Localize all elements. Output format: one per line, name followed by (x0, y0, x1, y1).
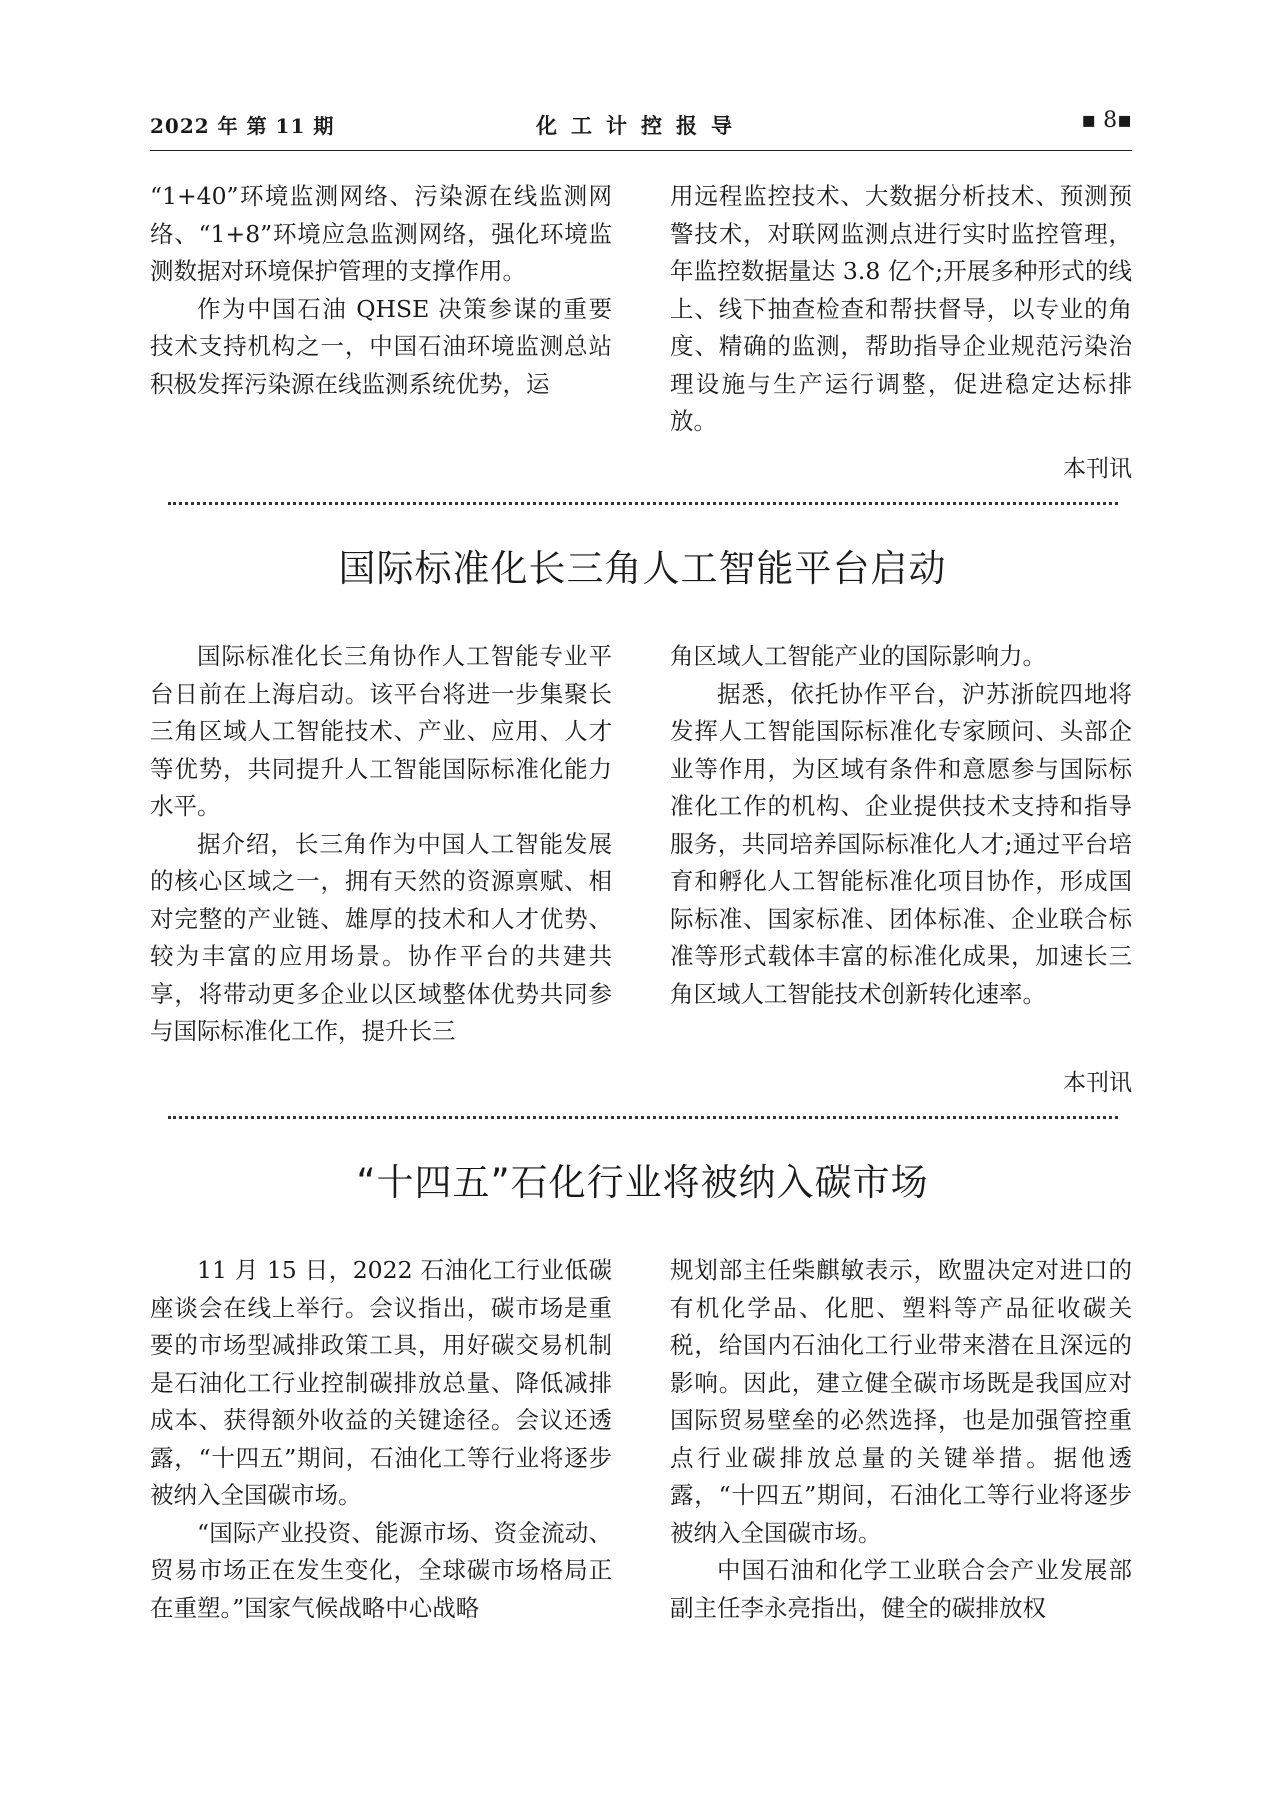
article1-credit: 本刊讯 (1063, 456, 1132, 482)
article3-title: “十四五”石化行业将被纳入碳市场 (356, 1161, 929, 1204)
dotted-divider (168, 1116, 1118, 1119)
article2-right-column (670, 638, 1132, 1013)
paragraph: “1+40”环境监测网络、污染源在线监测网络、“1+8”环境应急监测网络，强化环境监测数据对环境保护管理的支撑作用。 (150, 182, 612, 285)
paragraph: 据介绍，长三角作为中国人工智能发展的核心区域之一，拥有天然的资源禀赋、相对完整的产业链、雄厚的技术和人才优势、较为丰富的应用场景。协作平台的共建共享，将带动更多企业以区域整体优势共同参与国际标准化工作，提升长三 (150, 829, 612, 1045)
dotted-divider (168, 502, 1118, 505)
paragraph: “国际产业投资、能源市场、资金流动、贸易市场正在发生变化，全球碳市场格局正在重塑。”国家气候战略中心战略 (150, 1518, 612, 1622)
paragraph: 规划部主任柴麒敏表示，欧盟决定对进口的有机化学品、化肥、塑料等产品征收碳关税，给国内石油化工行业带来潜在且深远的影响。因此，建立健全碳市场既是我国应对国际贸易壁垒的必然选择，也是加强管控重点行业碳排放总量的关键举措。据他透露，“十四五”期间，石油化工等行业将逐步被纳入全国碳市场。 (670, 1256, 1132, 1547)
page-number: ▪ 8▪ (1081, 108, 1132, 133)
paragraph: 国际标准化长三角协作人工智能专业平台日前在上海启动。该平台将进一步集聚长三角区域人工智能技术、产业、应用、人才等优势，共同提升人工智能国际标准化能力水平。 (150, 642, 612, 820)
article3-right-column (670, 1252, 1132, 1627)
article1-right-column (670, 178, 1132, 441)
paragraph: 11 月 15 日，2022 石油化工行业低碳座谈会在线上举行。会议指出，碳市场是重要的市场型减排政策工具，用好碳交易机制是石油化工行业控制碳排放总量、降低减排成本、获得额外收益的关键途径。会议还透露，“十四五”期间，石油化工等行业将逐步被纳入全国碳市场。 (150, 1256, 612, 1509)
article2-title: 国际标准化长三角人工智能平台启动 (338, 547, 947, 590)
article1-left-column (150, 178, 612, 403)
article3-left-column (150, 1252, 612, 1627)
paragraph: 据悉，依托协作平台，沪苏浙皖四地将发挥人工智能国际标准化专家顾问、头部企业等作用，为区域有条件和意愿参与国际标准化工作的机构、企业提供技术支持和指导服务，共同培养国际标准化人才;通过平台培育和孵化人工智能标准化项目协作，形成国际标准、国家标准、团体标准、企业联合标准等形式载体丰富的标准化成果，加速长三角区域人工智能技术创新转化速率。 (670, 679, 1132, 1008)
paragraph: 角区域人工智能产业的国际影响力。 (670, 642, 1046, 670)
paragraph: 中国石油和化学工业联合会产业发展部副主任李永亮指出，健全的碳排放权 (670, 1556, 1132, 1622)
paragraph: 用远程监控技术、大数据分析技术、预测预警技术，对联网监测点进行实时监控管理，年监控数据量达 3.8 亿个;开展多种形式的线上、线下抽查检查和帮扶督导，以专业的角度、精确的监测，帮助指导企业规范污染治理设施与生产运行调整，促进稳定达标排放。 (670, 182, 1132, 435)
paragraph: 作为中国石油 QHSE 决策参谋的重要技术支持机构之一，中国石油环境监测总站积极发挥污染源在线监测系统优势，运 (150, 294, 612, 398)
issue-label: 2022 年 第 11 期 (150, 114, 335, 138)
journal-name: 化工计控报导 (536, 113, 746, 138)
article2-credit: 本刊讯 (1063, 1070, 1132, 1096)
article2-left-column (150, 638, 612, 1051)
page-header (150, 104, 1132, 144)
header-rule (150, 150, 1132, 151)
